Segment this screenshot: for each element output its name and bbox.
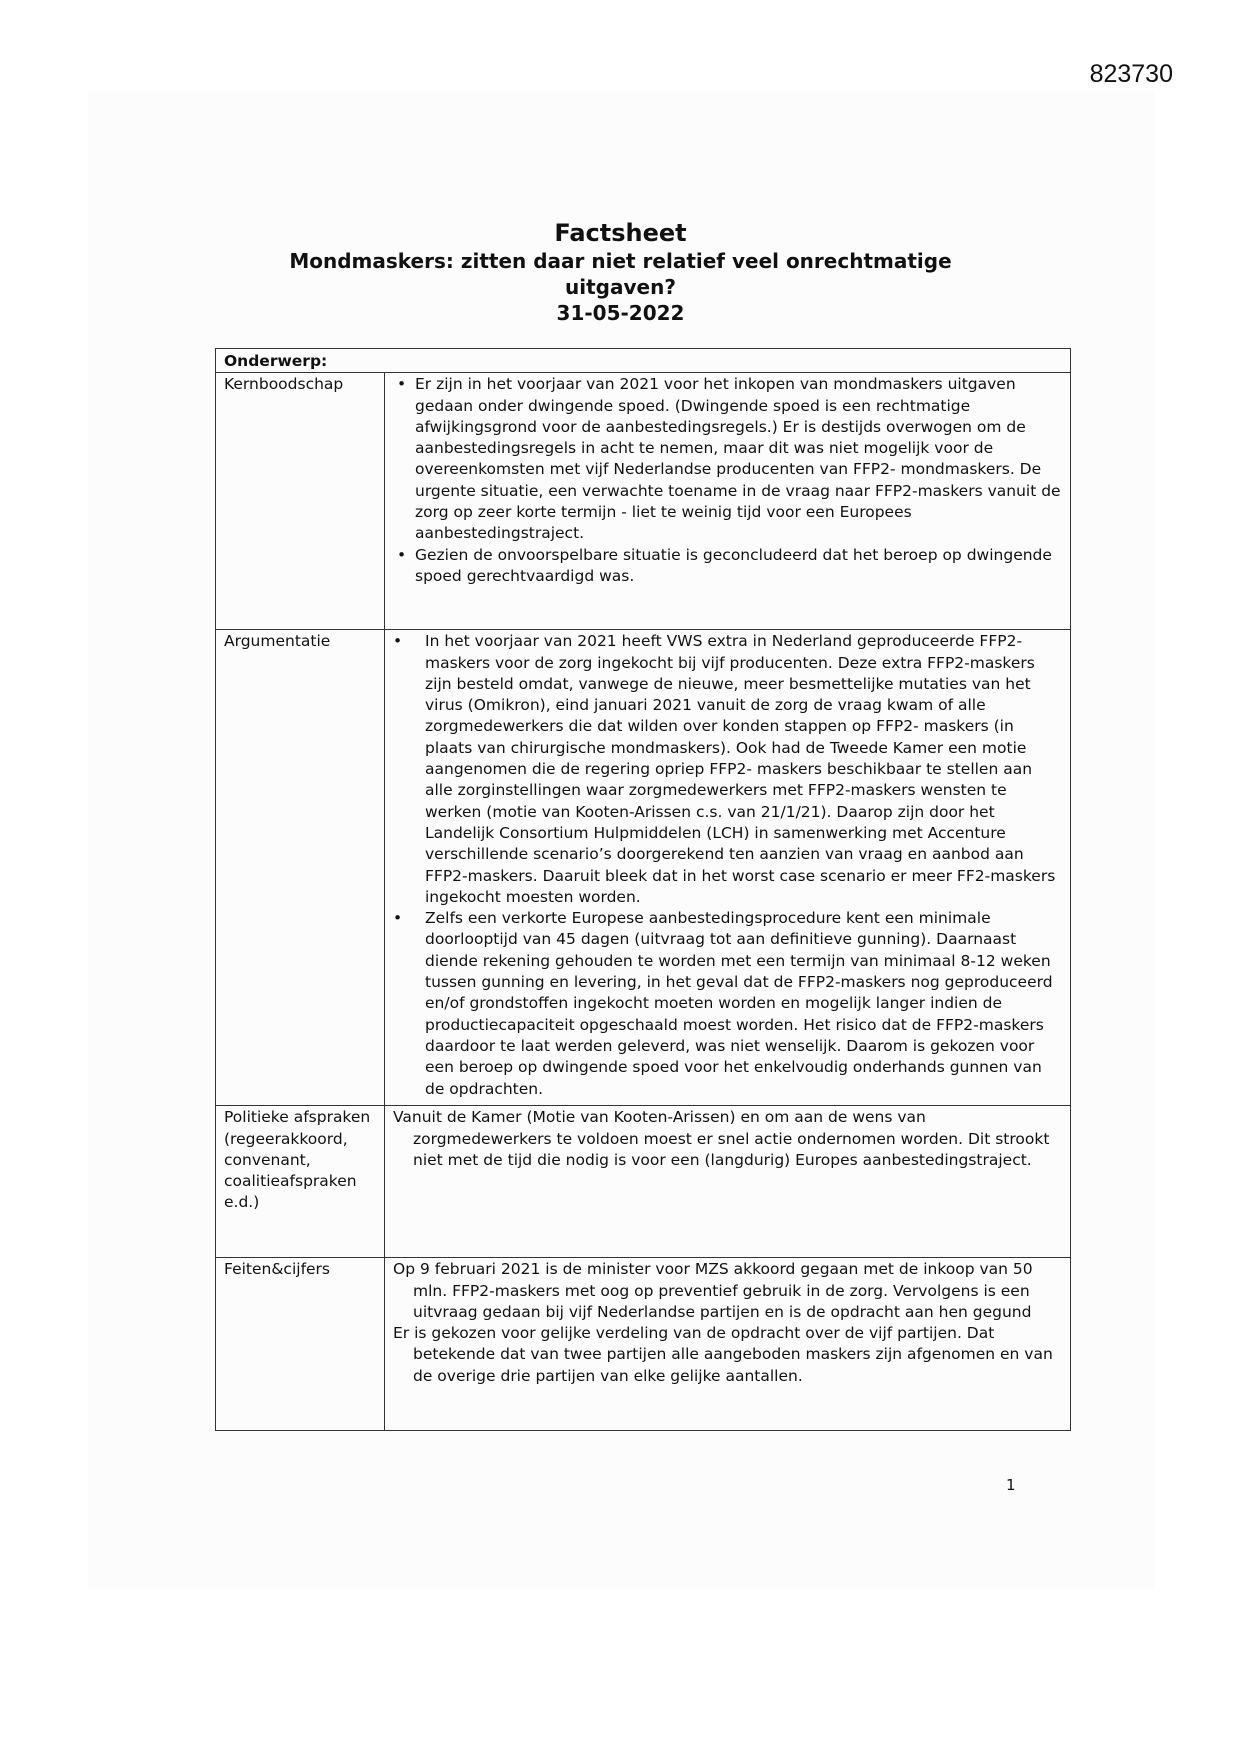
argumentatie-list — [393, 631, 1063, 1100]
row-label-politieke-afspraken: Politieke afspraken (regeerakkoord, convenant, coalitieafspraken e.d.) — [216, 1106, 385, 1258]
bullet-icon: • — [393, 632, 403, 651]
row-label-kernboodschap: Kernboodschap — [216, 373, 385, 630]
list-item-text: In het voorjaar van 2021 heeft VWS extra in Nederland geproduceerde FFP2-maskers voor de zorg ingekocht bij vijf producenten. Deze extra FFP2-maskers zijn besteld omdat, vanwege de nieuwe, meer besmettelijke mutaties van het virus (Omikron), eind januari 2021 vanuit de zorg de vraag kwam of alle zorgmedewerkers die dat wilden over konden stappen op FFP2- maskers (in plaats van chirurgische mondmaskers). Ook had de Tweede Kamer een motie aangenomen die de regering opriep FFP2- maskers beschikbaar te stellen aan alle zorginstellingen waar zorgmedewerkers met FFP2-maskers wensten te werken (motie van Kooten-Arissen c.s. van 21/1/21). Daarop zijn door het Landelijk Consortium Hulpmiddelen (LCH) in samenwerking met Accenture verschillende scenario’s doorgerekend ten aanzien van vraag en aanbod aan FFP2-maskers. Daaruit bleek dat in het worst case scenario er meer FF2-maskers ingekocht moesten worden. — [425, 632, 1056, 906]
list-item — [393, 631, 1063, 908]
kernboodschap-list — [393, 374, 1063, 587]
bullet-icon: • — [397, 545, 407, 564]
table-header-row — [216, 349, 1071, 373]
factsheet-table — [215, 348, 1071, 1431]
page-title: Factsheet — [554, 219, 687, 247]
bullet-icon: • — [393, 909, 403, 928]
title-block — [0, 218, 1241, 326]
row-content-argumentatie — [385, 630, 1071, 1106]
table-row — [216, 1106, 1071, 1258]
row-content-kernboodschap — [385, 373, 1071, 630]
list-item-text: Zelfs een verkorte Europese aanbestedingsprocedure kent een minimale doorlooptijd van 45 dagen (uitvraag tot aan definitieve gunning). Daarnaast diende rekening gehouden te worden met een termijn van minimaal 8-12 weken tussen gunning en levering, in het geval dat de FFP2-maskers nog geproduceerd en/of grondstoffen ingekocht moeten worden en mogelijk langer indien de productiecapaciteit opgeschaald moest worden. Het risico dat de FFP2-maskers daardoor te laat werden geleverd, was niet wenselijk. Daarom is gekozen voor een beroep op dwingende spoed voor het enkelvoudig onderhands gunnen van de opdrachten. — [425, 909, 1053, 1098]
table-header-cell: Onderwerp: — [216, 349, 1071, 373]
list-item — [393, 908, 1063, 1100]
list-item — [393, 545, 1063, 588]
row-content-politieke-afspraken — [385, 1106, 1071, 1258]
page-subtitle: Mondmaskers: zitten daar niet relatief veel onrechtmatige uitgaven? — [289, 249, 952, 299]
politieke-text: Vanuit de Kamer (Motie van Kooten-Arissen) en om aan de wens van zorgmedewerkers te voldoen moest er snel actie ondernomen worden. Dit strookt niet met de tijd die nodig is voor een (langdurig) Europes aanbestedingstraject. — [393, 1108, 1050, 1169]
page-number: 1 — [1006, 1476, 1016, 1494]
row-content-feiten-cijfers — [385, 1258, 1071, 1431]
row-label-feiten-cijfers: Feiten&cijfers — [216, 1258, 385, 1431]
row-label-argumentatie: Argumentatie — [216, 630, 385, 1106]
list-item-text: Er zijn in het voorjaar van 2021 voor het inkopen van mondmaskers uitgaven gedaan onder dwingende spoed. (Dwingende spoed is een rechtmatige afwijkingsgrond voor de aanbestedingsregels.) Er is destijds overwogen om de aanbestedingsregels in acht te nemen, maar dit was niet mogelijk voor de overeenkomsten met vijf Nederlandse producenten van FFP2- mondmaskers. De urgente situatie, een verwachte toename in de vraag naar FFP2-maskers vanuit de zorg op zeer korte termijn - liet te weinig tijd voor een Europees aanbestedingstraject. — [415, 375, 1061, 543]
bullet-icon: • — [397, 375, 407, 394]
feiten-paragraph: Op 9 februari 2021 is de minister voor MZS akkoord gegaan met de inkoop van 50 mln. FFP2-maskers met oog op preventief gebruik in de zorg. Vervolgens is een uitvraag gedaan bij vijf Nederlandse partijen en is de opdracht aan hen gegund — [393, 1260, 1033, 1321]
list-item-text: Gezien de onvoorspelbare situatie is geconcludeerd dat het beroep op dwingende spoed gerechtvaardigd was. — [415, 545, 1052, 585]
document-id: 823730 — [1089, 60, 1173, 88]
table-row — [216, 630, 1071, 1106]
table-row — [216, 1258, 1071, 1431]
page-date: 31-05-2022 — [556, 301, 685, 325]
feiten-paragraph: Er is gekozen voor gelijke verdeling van de opdracht over de vijf partijen. Dat betekende dat van twee partijen alle aangeboden maskers zijn afgenomen en van de overige drie partijen van elke gelijke aantallen. — [393, 1324, 1053, 1385]
list-item — [393, 374, 1063, 544]
table-row — [216, 373, 1071, 630]
